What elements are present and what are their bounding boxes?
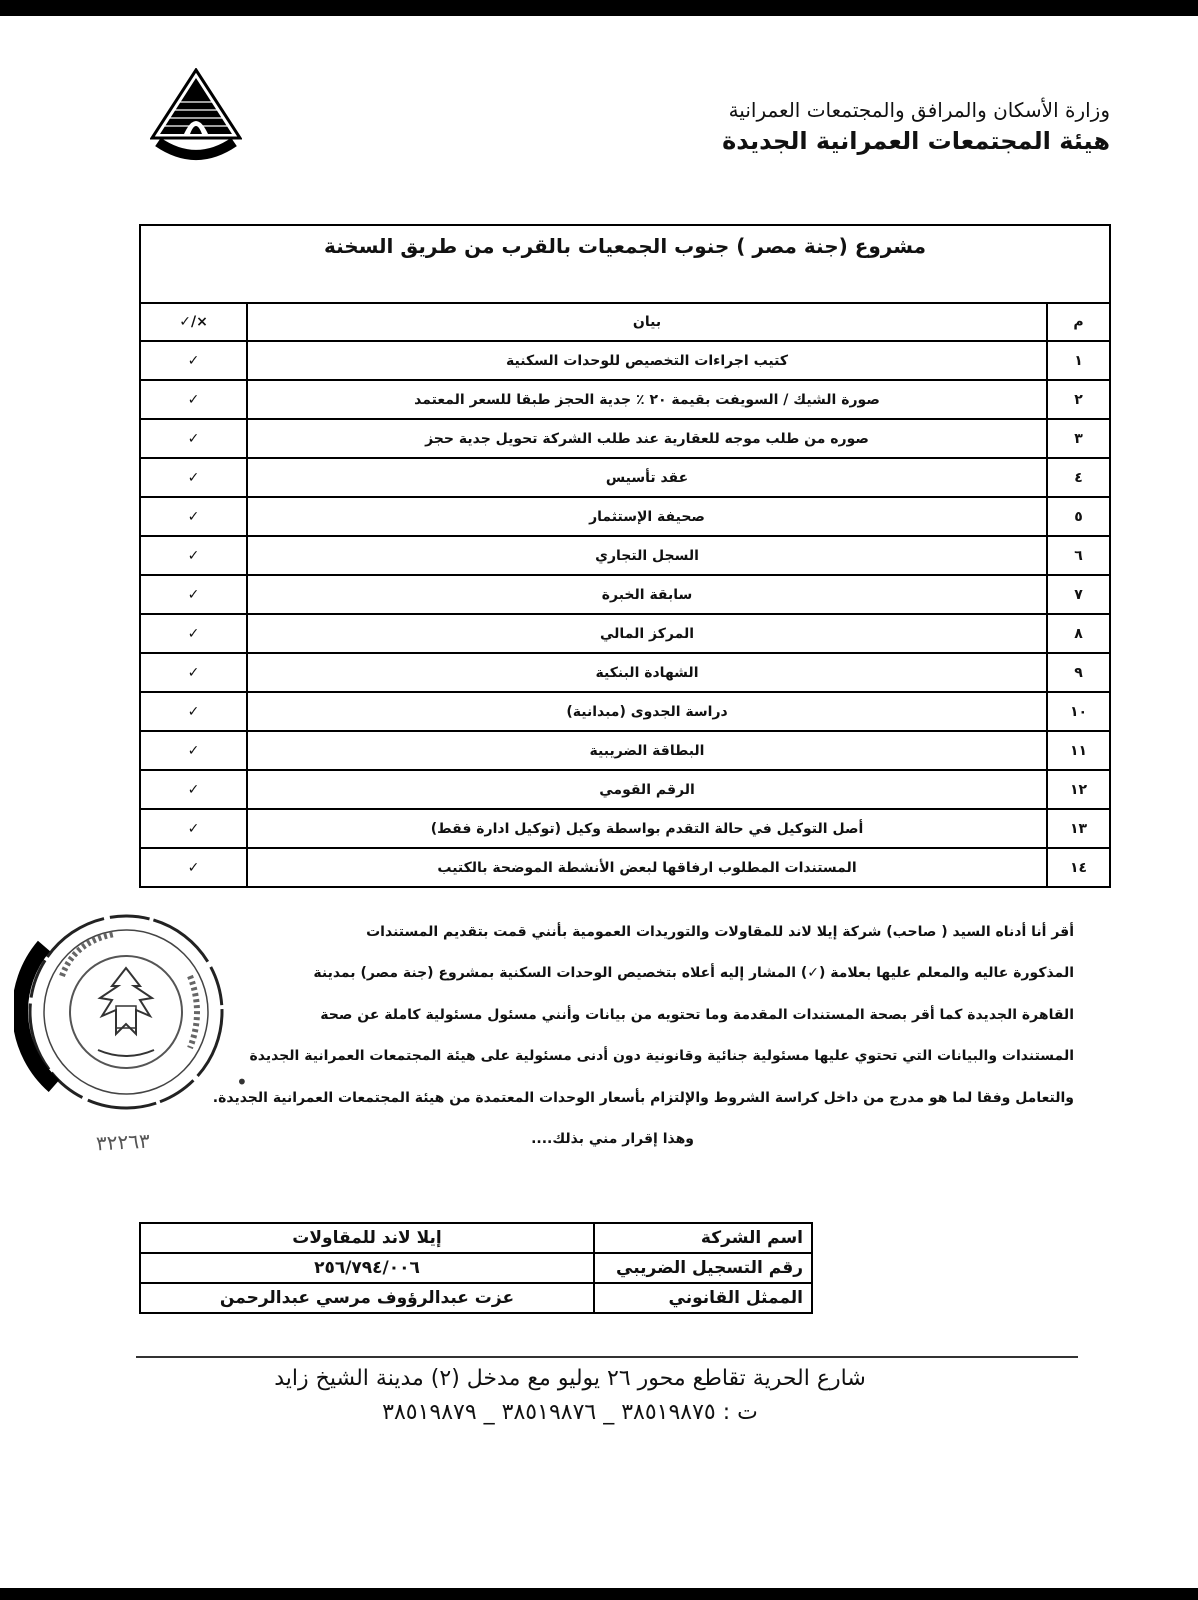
tax-registration-label: رقم التسجيل الضريبي <box>594 1253 812 1283</box>
stamp-number: ٣٢٢٦٣ <box>95 1128 151 1156</box>
table-row <box>140 380 1110 419</box>
table-row <box>140 458 1110 497</box>
row-desc: البطاقة الضريبية <box>247 731 1047 770</box>
legal-representative-label: الممثل القانوني <box>594 1283 812 1313</box>
checkmark-icon: ✓ <box>140 380 247 419</box>
checkmark-icon: ✓ <box>140 575 247 614</box>
footer-address: شارع الحرية تقاطع محور ٢٦ يوليو مع مدخل (٢) مدينة الشيخ زايد <box>274 1366 866 1391</box>
row-desc: كتيب اجراءات التخصيص للوحدات السكنية <box>247 341 1047 380</box>
footer <box>200 1362 940 1430</box>
row-desc: أصل التوكيل في حالة التقدم بواسطة وكيل (توكيل ادارة فقط) <box>247 809 1047 848</box>
table-row <box>140 692 1110 731</box>
footer-divider <box>136 1356 1078 1358</box>
table-row <box>140 497 1110 536</box>
checkmark-icon: ✓ <box>140 731 247 770</box>
ministry-name: وزارة الأسكان والمرافق والمجتمعات العمرانية <box>728 98 1110 122</box>
table-row <box>140 419 1110 458</box>
authority-name: هيئة المجتمعات العمرانية الجديدة <box>722 127 1110 155</box>
ink-mark: • <box>236 1070 248 1094</box>
row-desc: سابقة الخبرة <box>247 575 1047 614</box>
declaration-line: المذكورة عاليه والمعلم عليها بعلامة (✓) المشار إليه أعلاه بتخصيص الوحدات السكنية بمشروع (جنة مصر) بمدينة <box>313 965 1074 982</box>
table-row <box>140 653 1110 692</box>
scan-bottom-border <box>0 1588 1198 1600</box>
documents-checklist-table <box>139 224 1111 888</box>
header-desc: بيان <box>247 303 1047 341</box>
authority-logo <box>150 68 242 172</box>
table-row <box>140 731 1110 770</box>
row-num: ٨ <box>1047 614 1110 653</box>
header-num: م <box>1047 303 1110 341</box>
row-desc: صورة الشيك / السويفت بقيمة ٢٠ ٪ جدية الحجز طبقا للسعر المعتمد <box>247 380 1047 419</box>
checkmark-icon: ✓ <box>140 653 247 692</box>
checkmark-icon: ✓ <box>140 536 247 575</box>
row-num: ٥ <box>1047 497 1110 536</box>
project-title: مشروع (جنة مصر ) جنوب الجمعيات بالقرب من طريق السخنة <box>140 225 1110 303</box>
table-row <box>140 536 1110 575</box>
declaration-text <box>212 912 1074 1160</box>
checkmark-icon: ✓ <box>140 692 247 731</box>
declaration-line: أقر أنا أدناه السيد ( صاحب) شركة إيلا لاند للمقاولات والتوريدات العمومية بأنني قمت بتقديم المستندات <box>366 924 1074 940</box>
checkmark-icon: ✓ <box>140 497 247 536</box>
row-num: ١٣ <box>1047 809 1110 848</box>
row-num: ١٢ <box>1047 770 1110 809</box>
row-num: ٢ <box>1047 380 1110 419</box>
row-num: ١ <box>1047 341 1110 380</box>
row-desc: الرقم القومي <box>247 770 1047 809</box>
checkmark-icon: ✓ <box>140 848 247 887</box>
row-desc: صوره من طلب موجه للعقارية عند طلب الشركة تحويل جدية حجز <box>247 419 1047 458</box>
checkmark-icon: ✓ <box>140 770 247 809</box>
header-check: ×/✓ <box>140 303 247 341</box>
checkmark-icon: ✓ <box>140 419 247 458</box>
row-num: ٦ <box>1047 536 1110 575</box>
row-desc: المستندات المطلوب ارفاقها لبعض الأنشطة الموضحة بالكتيب <box>247 848 1047 887</box>
checkmark-icon: ✓ <box>140 614 247 653</box>
company-name-label: اسم الشركة <box>594 1223 812 1253</box>
table-title-row <box>140 225 1110 303</box>
declaration-line: والتعامل وفقا لما هو مدرج من داخل كراسة الشروط والإلتزام بأسعار الوحدات المعتمدة من هيئة المجتمعات العمرانية الجديدة. <box>212 1089 1074 1106</box>
table-row <box>140 614 1110 653</box>
checkmark-icon: ✓ <box>140 341 247 380</box>
table-row <box>140 1253 812 1283</box>
row-num: ٧ <box>1047 575 1110 614</box>
row-desc: دراسة الجدوى (مبدانية) <box>247 692 1047 731</box>
table-row <box>140 575 1110 614</box>
checkmark-icon: ✓ <box>140 458 247 497</box>
declaration-line: المستندات والبيانات التي تحتوي عليها مسئولية جنائية وقانونية دون أدنى مسئولية على هيئة المجتمعات العمرانية الجديدة <box>249 1048 1074 1065</box>
company-name-value: إيلا لاند للمقاولات <box>140 1223 594 1253</box>
letterhead <box>722 96 1110 158</box>
table-row <box>140 341 1110 380</box>
table-row <box>140 809 1110 848</box>
row-desc: صحيفة الإستثمار <box>247 497 1047 536</box>
table-header-row <box>140 303 1110 341</box>
tax-registration-value: ٢٥٦/٧٩٤/٠٠٦ <box>140 1253 594 1283</box>
table-row <box>140 848 1110 887</box>
footer-phones: ت : ٣٨٥١٩٨٧٥ _ ٣٨٥١٩٨٧٦ _ ٣٨٥١٩٨٧٩ <box>382 1400 758 1425</box>
company-info-table <box>139 1222 813 1314</box>
table-row <box>140 1223 812 1253</box>
official-seal-stamp <box>14 906 224 1120</box>
declaration-line: القاهرة الجديدة كما أقر بصحة المستندات المقدمة وما تحتويه من بيانات وأنني مسئول مسئولية كاملة عن صحة <box>320 1006 1074 1023</box>
row-desc: الشهادة البنكية <box>247 653 1047 692</box>
declaration-closing: وهذا إقرار مني بذلك.... <box>531 1131 694 1148</box>
row-num: ٤ <box>1047 458 1110 497</box>
row-desc: المركز المالي <box>247 614 1047 653</box>
row-desc: عقد تأسيس <box>247 458 1047 497</box>
row-num: ١٤ <box>1047 848 1110 887</box>
row-desc: السجل التجاري <box>247 536 1047 575</box>
table-row <box>140 770 1110 809</box>
legal-representative-value: عزت عبدالرؤوف مرسي عبدالرحمن <box>140 1283 594 1313</box>
table-row <box>140 1283 812 1313</box>
row-num: ١١ <box>1047 731 1110 770</box>
row-num: ١٠ <box>1047 692 1110 731</box>
checkmark-icon: ✓ <box>140 809 247 848</box>
scan-top-border <box>0 0 1198 16</box>
row-num: ٣ <box>1047 419 1110 458</box>
row-num: ٩ <box>1047 653 1110 692</box>
